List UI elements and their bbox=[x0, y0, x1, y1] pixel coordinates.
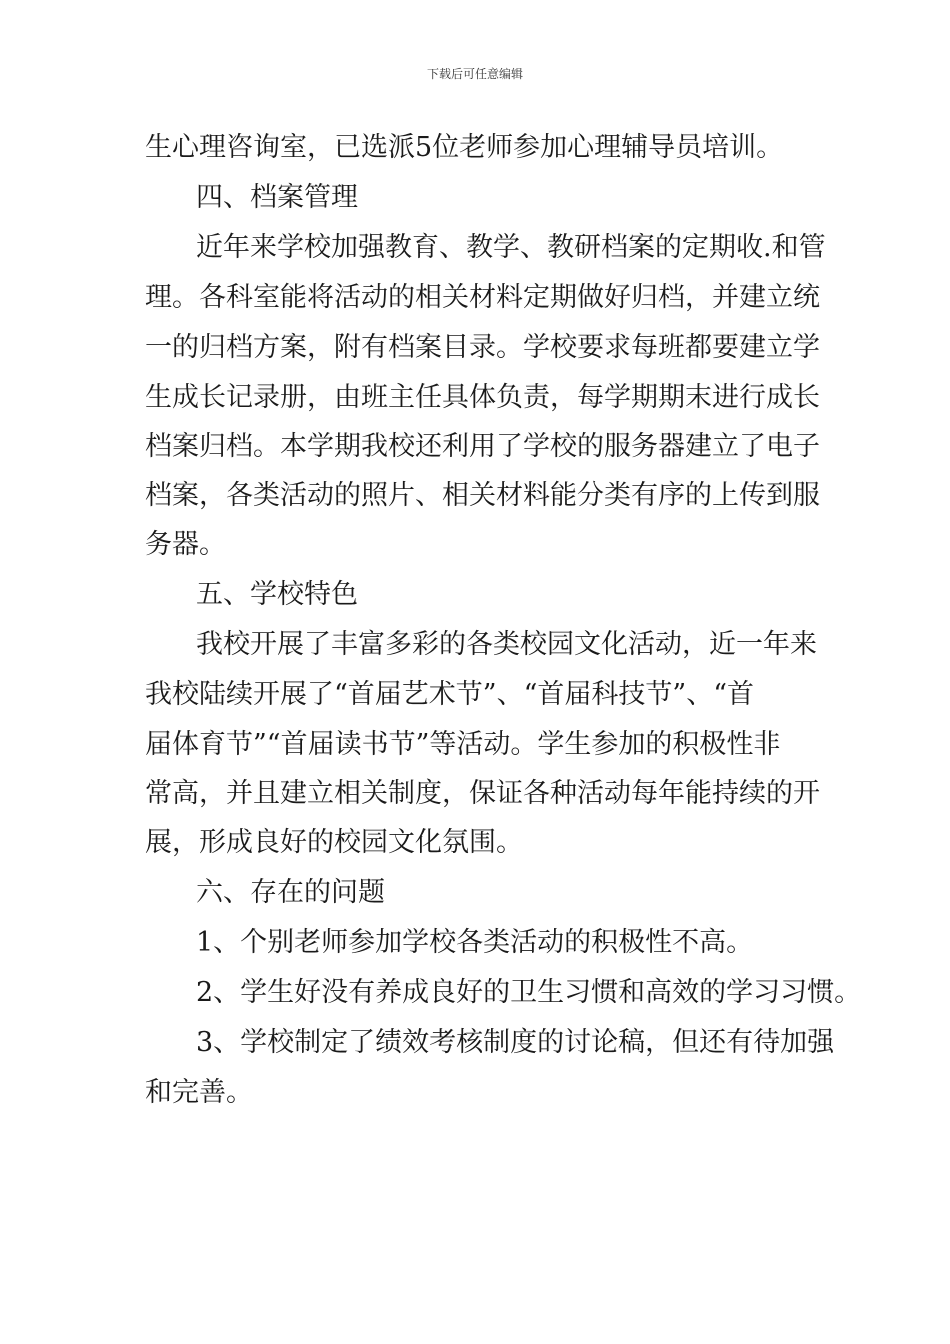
body-line: 我校陆续开展了“首届艺术节”、“首届科技节”、“首 bbox=[145, 679, 755, 710]
body-line: 近年来学校加强教育、教学、教研档案的定期收.和管 bbox=[196, 232, 826, 263]
body-line: 常高，并且建立相关制度，保证各种活动每年能持续的开 bbox=[145, 778, 820, 809]
body-line: 一的归档方案，附有档案目录。学校要求每班都要建立学 bbox=[145, 332, 820, 363]
list-item: 1、个别老师参加学校各类活动的积极性不高。 bbox=[196, 927, 754, 958]
section-heading-school-features: 五、学校特色 bbox=[196, 579, 358, 610]
body-line: 档案，各类活动的照片、相关材料能分类有序的上传到服 bbox=[145, 480, 820, 511]
section-heading-existing-problems: 六、存在的问题 bbox=[196, 877, 385, 908]
body-line: 档案归档。本学期我校还利用了学校的服务器建立了电子 bbox=[145, 431, 820, 462]
body-line: 理。各科室能将活动的相关材料定期做好归档，并建立统 bbox=[145, 282, 820, 313]
body-line: 和完善。 bbox=[145, 1077, 253, 1108]
section-heading-archive-management: 四、档案管理 bbox=[196, 182, 358, 213]
body-line: 我校开展了丰富多彩的各类校园文化活动，近一年来 bbox=[196, 629, 817, 660]
page-header: 下载后可任意编辑 bbox=[426, 67, 523, 81]
body-line: 展，形成良好的校园文化氛围。 bbox=[145, 827, 523, 858]
body-line: 届体育节”“首届读书节”等活动。学生参加的积极性非 bbox=[145, 729, 781, 760]
body-line: 生成长记录册，由班主任具体负责，每学期期末进行成长 bbox=[145, 382, 820, 413]
list-item: 3、学校制定了绩效考核制度的讨论稿，但还有待加强 bbox=[196, 1027, 835, 1058]
list-item: 2、学生好没有养成良好的卫生习惯和高效的学习习惯。 bbox=[196, 977, 862, 1008]
body-line: 生心理咨询室，已选派5位老师参加心理辅导员培训。 bbox=[145, 132, 784, 163]
body-line: 务器。 bbox=[145, 529, 226, 560]
